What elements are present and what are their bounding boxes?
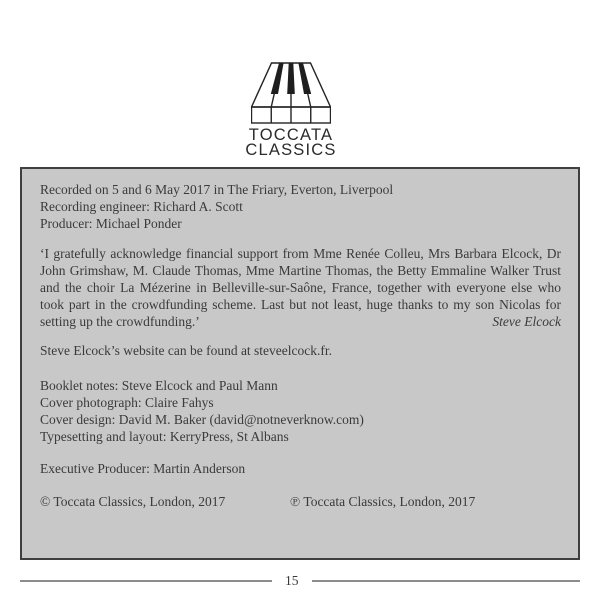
acknowledgement-text: ‘I gratefully acknowledge financial support from Mme Renée Colleu, Mrs Barbara Elcock, Dr John Grimshaw, M. Claude Thomas, Mme Martine Thomas, the Betty Emmaline Walker Trust and the choir La Mézerine in Belleville-sur-Saône, France, together with everyone else who took part in the crowdfunding scheme. Last but not least, huge thanks to my son Nicolas for setting up the crowdfunding.’ <box>40 245 561 330</box>
production-line: Cover photograph: Claire Fahys <box>40 395 214 411</box>
copyright-notice: © Toccata Classics, London, 2017 <box>40 493 226 509</box>
production-line: Booklet notes: Steve Elcock and Paul Mann <box>40 377 278 393</box>
recording-line: Recording engineer: Richard A. Scott <box>40 199 243 215</box>
brand-line1: TOCCATA <box>248 126 334 144</box>
recording-credits <box>40 181 561 233</box>
brand-line2: CLASSICS <box>245 141 337 159</box>
page-footer <box>20 572 580 589</box>
publisher-logo <box>0 62 600 160</box>
phonographic-notice: ℗ Toccata Classics, London, 2017 <box>290 493 476 509</box>
copyright-row <box>40 493 561 510</box>
executive-producer-line: Executive Producer: Martin Anderson <box>40 460 246 476</box>
website-note: Steve Elcock’s website can be found at steveelcock.fr. <box>40 342 333 358</box>
page-number: 15 <box>285 573 299 588</box>
brand-name <box>245 128 336 158</box>
recording-line: Recorded on 5 and 6 May 2017 in The Friary, Everton, Liverpool <box>40 182 394 197</box>
production-line: Typesetting and layout: KerryPress, St Albans <box>40 429 289 445</box>
production-credits <box>40 377 561 446</box>
credits-box <box>20 167 580 560</box>
piano-keyboard-icon <box>251 62 331 124</box>
footer-rule-right <box>312 580 581 582</box>
production-line: Cover design: David M. Baker (david@notneverknow.com) <box>40 412 364 428</box>
acknowledgement-paragraph <box>40 245 561 331</box>
footer-rule-left <box>20 580 272 582</box>
acknowledgement-attribution: Steve Elcock <box>484 313 561 330</box>
recording-line: Producer: Michael Ponder <box>40 216 182 232</box>
logo-inner <box>245 62 336 158</box>
